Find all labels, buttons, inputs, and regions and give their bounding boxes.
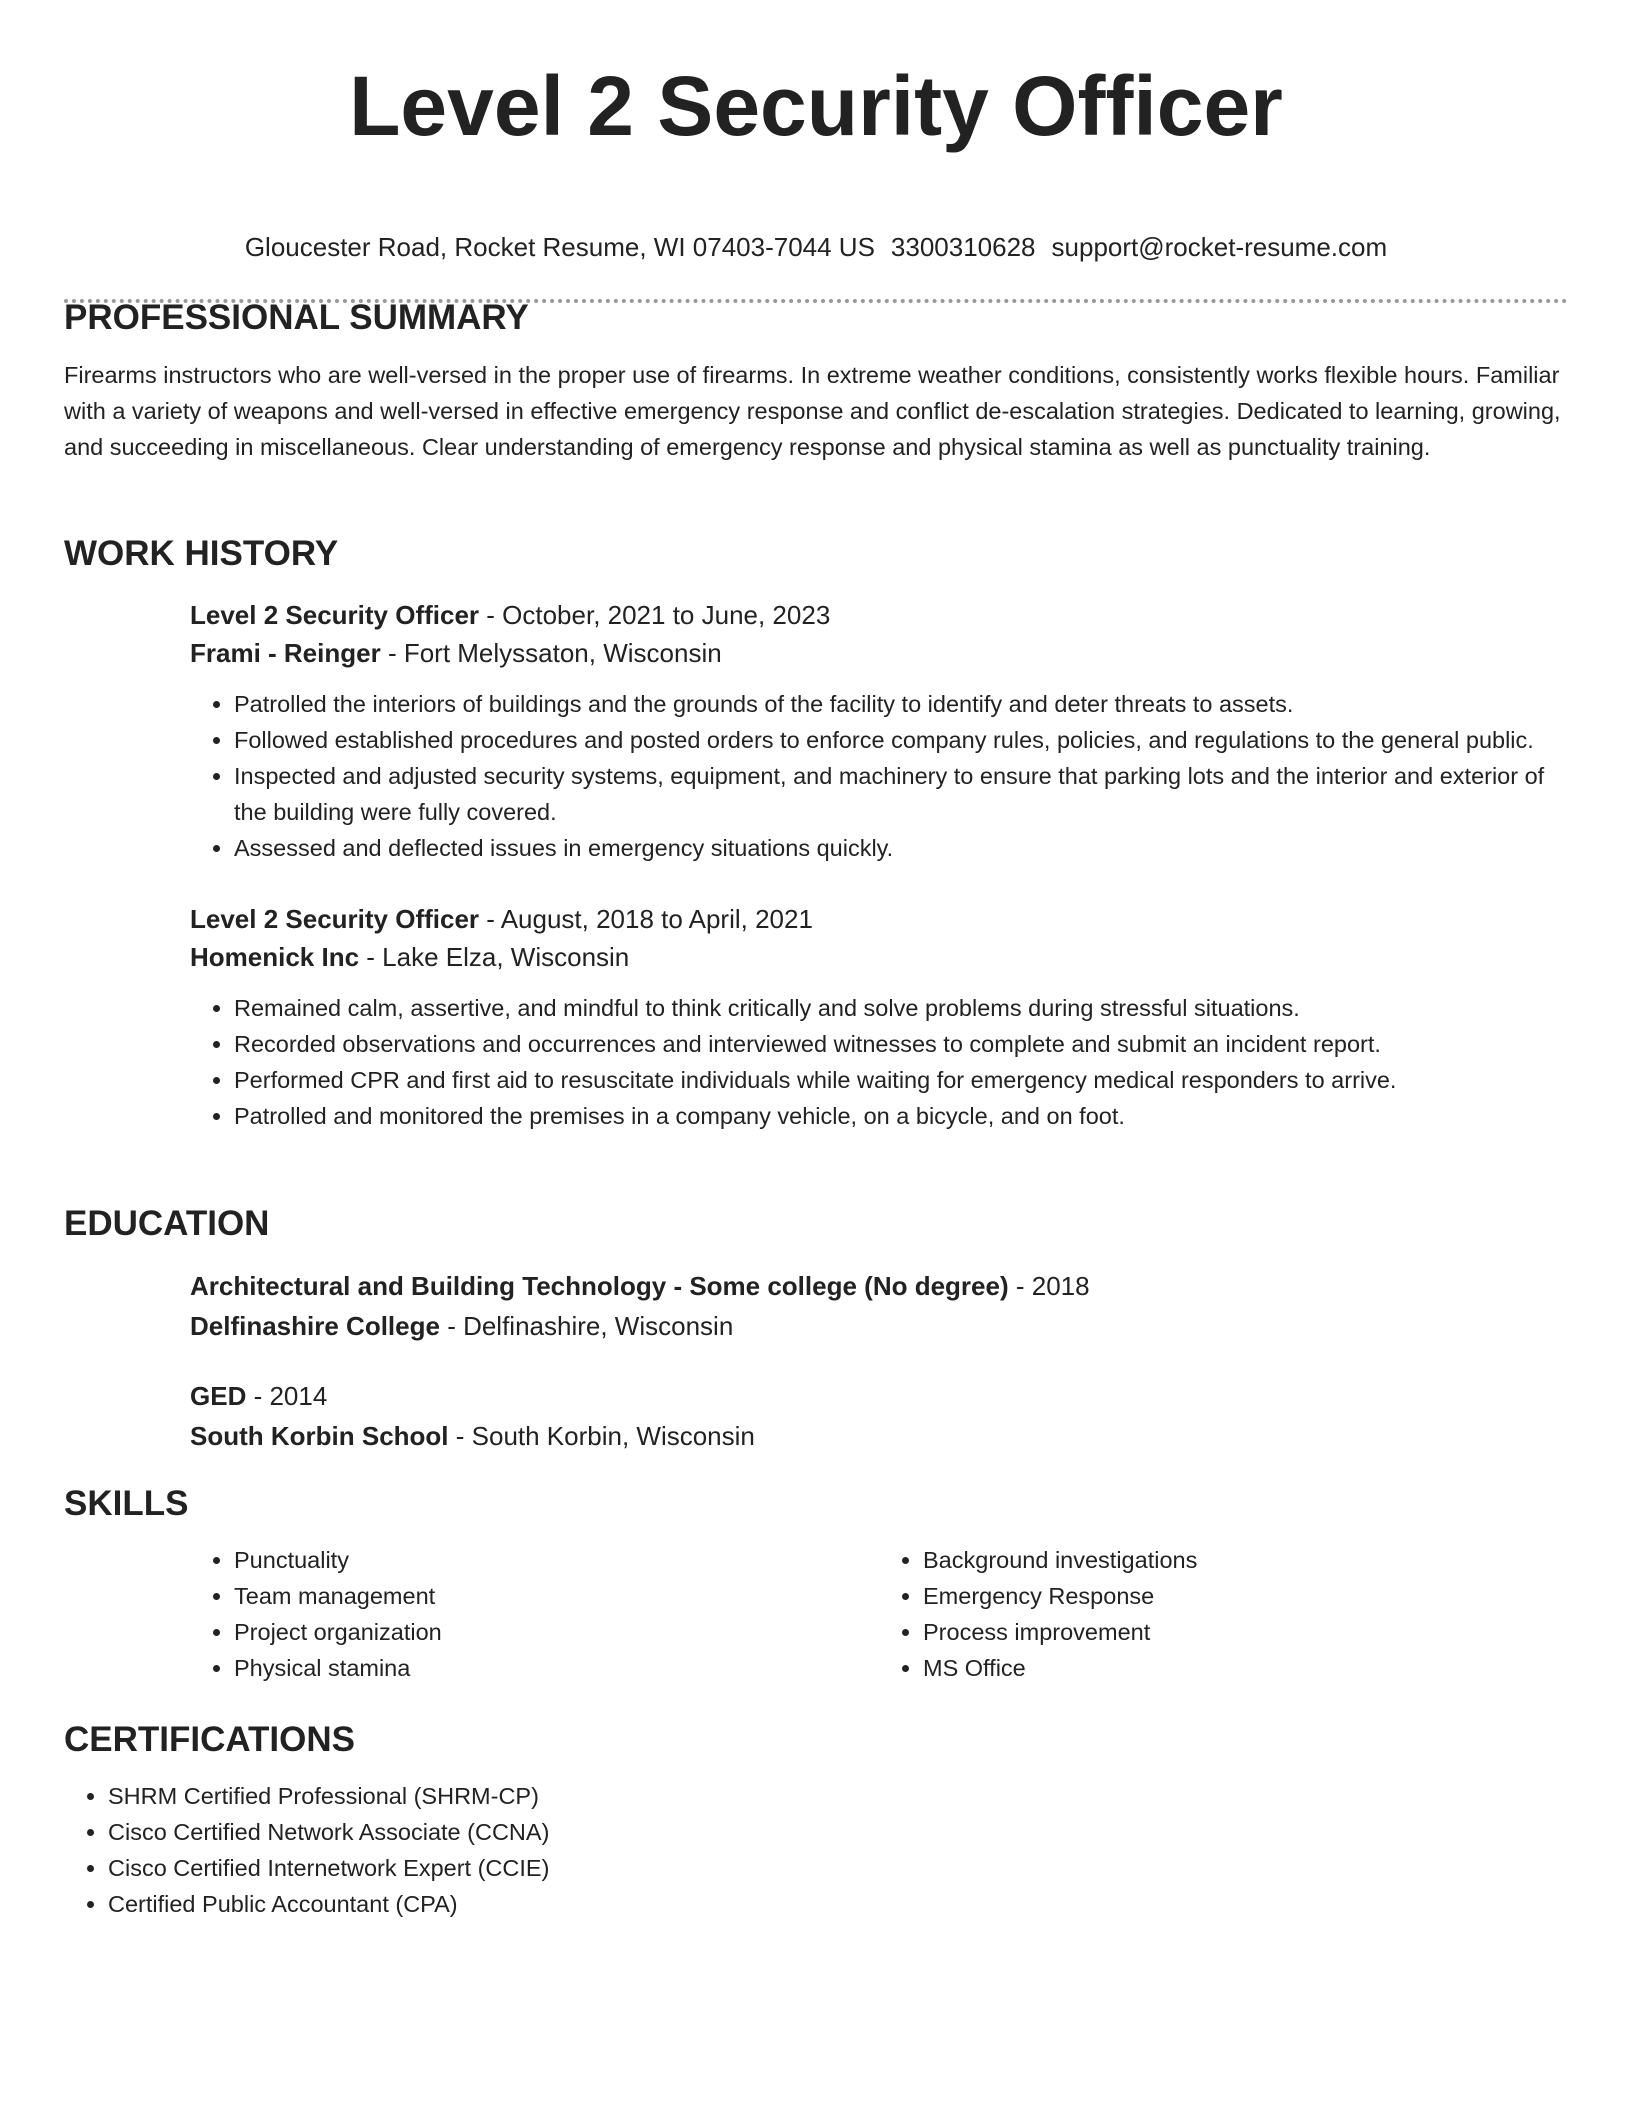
contact-phone: 3300310628	[890, 232, 1036, 262]
certification-item: • Certified Public Accountant (CPA)	[108, 1886, 1568, 1922]
job-title: Level 2 Security Officer	[190, 600, 480, 630]
job-company-line	[190, 938, 1568, 976]
skill-item: • Physical stamina	[234, 1650, 879, 1686]
job-bullet: • Performed CPR and first aid to resuscitate individuals while waiting for emergency medical responders to arrive.	[234, 1062, 1568, 1098]
job-title-line	[190, 900, 1568, 938]
certification-item: • Cisco Certified Network Associate (CCNA)	[108, 1814, 1568, 1850]
work-heading: WORK HISTORY	[64, 534, 339, 573]
skills-heading: SKILLS	[64, 1484, 189, 1523]
certifications-list	[64, 1778, 1568, 1922]
job-bullet: • Recorded observations and occurrences and interviewed witnesses to complete and submit an incident report.	[234, 1026, 1568, 1062]
education-school-line	[190, 1306, 1568, 1346]
education-location: - South Korbin, Wisconsin	[448, 1421, 755, 1451]
education-degree-line	[190, 1266, 1568, 1306]
certification-item: • SHRM Certified Professional (SHRM-CP)	[108, 1778, 1568, 1814]
job-location: - Lake Elza, Wisconsin	[359, 942, 630, 972]
skill-item: • Background investigations	[923, 1542, 1568, 1578]
job-entry	[190, 900, 1568, 1134]
skills-grid	[190, 1542, 1568, 1686]
certifications-heading: CERTIFICATIONS	[64, 1720, 356, 1759]
skill-item: • Project organization	[234, 1614, 879, 1650]
education-entry	[190, 1376, 1568, 1456]
education-entry	[190, 1266, 1568, 1346]
education-school: Delfinashire College	[190, 1311, 440, 1341]
skill-item: • Emergency Response	[923, 1578, 1568, 1614]
skill-item: • Punctuality	[234, 1542, 879, 1578]
education-year: - 2014	[246, 1381, 328, 1411]
skill-item: • MS Office	[923, 1650, 1568, 1686]
job-bullet: • Patrolled the interiors of buildings and the grounds of the facility to identify and deter threats to assets.	[234, 686, 1568, 722]
education-school-line	[190, 1416, 1568, 1456]
job-bullet: • Followed established procedures and posted orders to enforce company rules, policies, and regulations to the general public.	[234, 722, 1568, 758]
education-school: South Korbin School	[190, 1421, 449, 1451]
education-degree-line	[190, 1376, 1568, 1416]
job-company: Homenick Inc	[190, 942, 360, 972]
certifications-section	[64, 1718, 1568, 1922]
job-entry	[190, 596, 1568, 866]
skills-section	[64, 1482, 1568, 1686]
job-bullet: • Assessed and deflected issues in emergency situations quickly.	[234, 830, 1568, 866]
job-bullets	[190, 990, 1568, 1134]
education-section	[64, 1202, 1568, 1456]
summary-heading: PROFESSIONAL SUMMARY	[64, 298, 529, 337]
contact-line	[64, 230, 1568, 264]
skills-list-left	[190, 1542, 879, 1686]
job-dates: - August, 2018 to April, 2021	[479, 904, 813, 934]
skills-list-right	[879, 1542, 1568, 1686]
job-company: Frami - Reinger	[190, 638, 381, 668]
education-year: - 2018	[1008, 1271, 1090, 1301]
work-section	[64, 532, 1568, 1134]
job-bullets	[190, 686, 1568, 866]
education-degree: GED	[190, 1381, 247, 1411]
contact-email[interactable]: support@rocket-resume.com	[1051, 232, 1388, 262]
job-bullet: • Remained calm, assertive, and mindful to think critically and solve problems during stressful situations.	[234, 990, 1568, 1026]
education-heading: EDUCATION	[64, 1204, 270, 1243]
summary-section	[64, 296, 1568, 465]
contact-address: Gloucester Road, Rocket Resume, WI 07403-7044 US	[244, 232, 875, 262]
job-bullet: • Patrolled and monitored the premises in a company vehicle, on a bicycle, and on foot.	[234, 1098, 1568, 1134]
job-title-line	[190, 596, 1568, 634]
skill-item: • Team management	[234, 1578, 879, 1614]
certification-item: • Cisco Certified Internetwork Expert (CCIE)	[108, 1850, 1568, 1886]
job-bullet: • Inspected and adjusted security systems, equipment, and machinery to ensure that parking lots and the interior and exterior of the building were fully covered.	[234, 758, 1568, 830]
job-company-line	[190, 634, 1568, 672]
summary-text: Firearms instructors who are well-versed in the proper use of firearms. In extreme weather conditions, consistently works flexible hours. Familiar with a variety of weapons and well-versed in effective emergency response and conflict de-escalation strategies. Dedicated to learning, growing, and succeeding in miscellaneous. Clear understanding of emergency response and physical stamina as well as punctuality training.	[64, 362, 1561, 460]
job-dates: - October, 2021 to June, 2023	[479, 600, 831, 630]
education-degree: Architectural and Building Technology - Some college (No degree)	[190, 1271, 1009, 1301]
job-location: - Fort Melyssaton, Wisconsin	[380, 638, 722, 668]
job-title: Level 2 Security Officer	[190, 904, 480, 934]
skill-item: • Process improvement	[923, 1614, 1568, 1650]
page-title: Level 2 Security Officer	[349, 59, 1283, 153]
education-location: - Delfinashire, Wisconsin	[439, 1311, 734, 1341]
